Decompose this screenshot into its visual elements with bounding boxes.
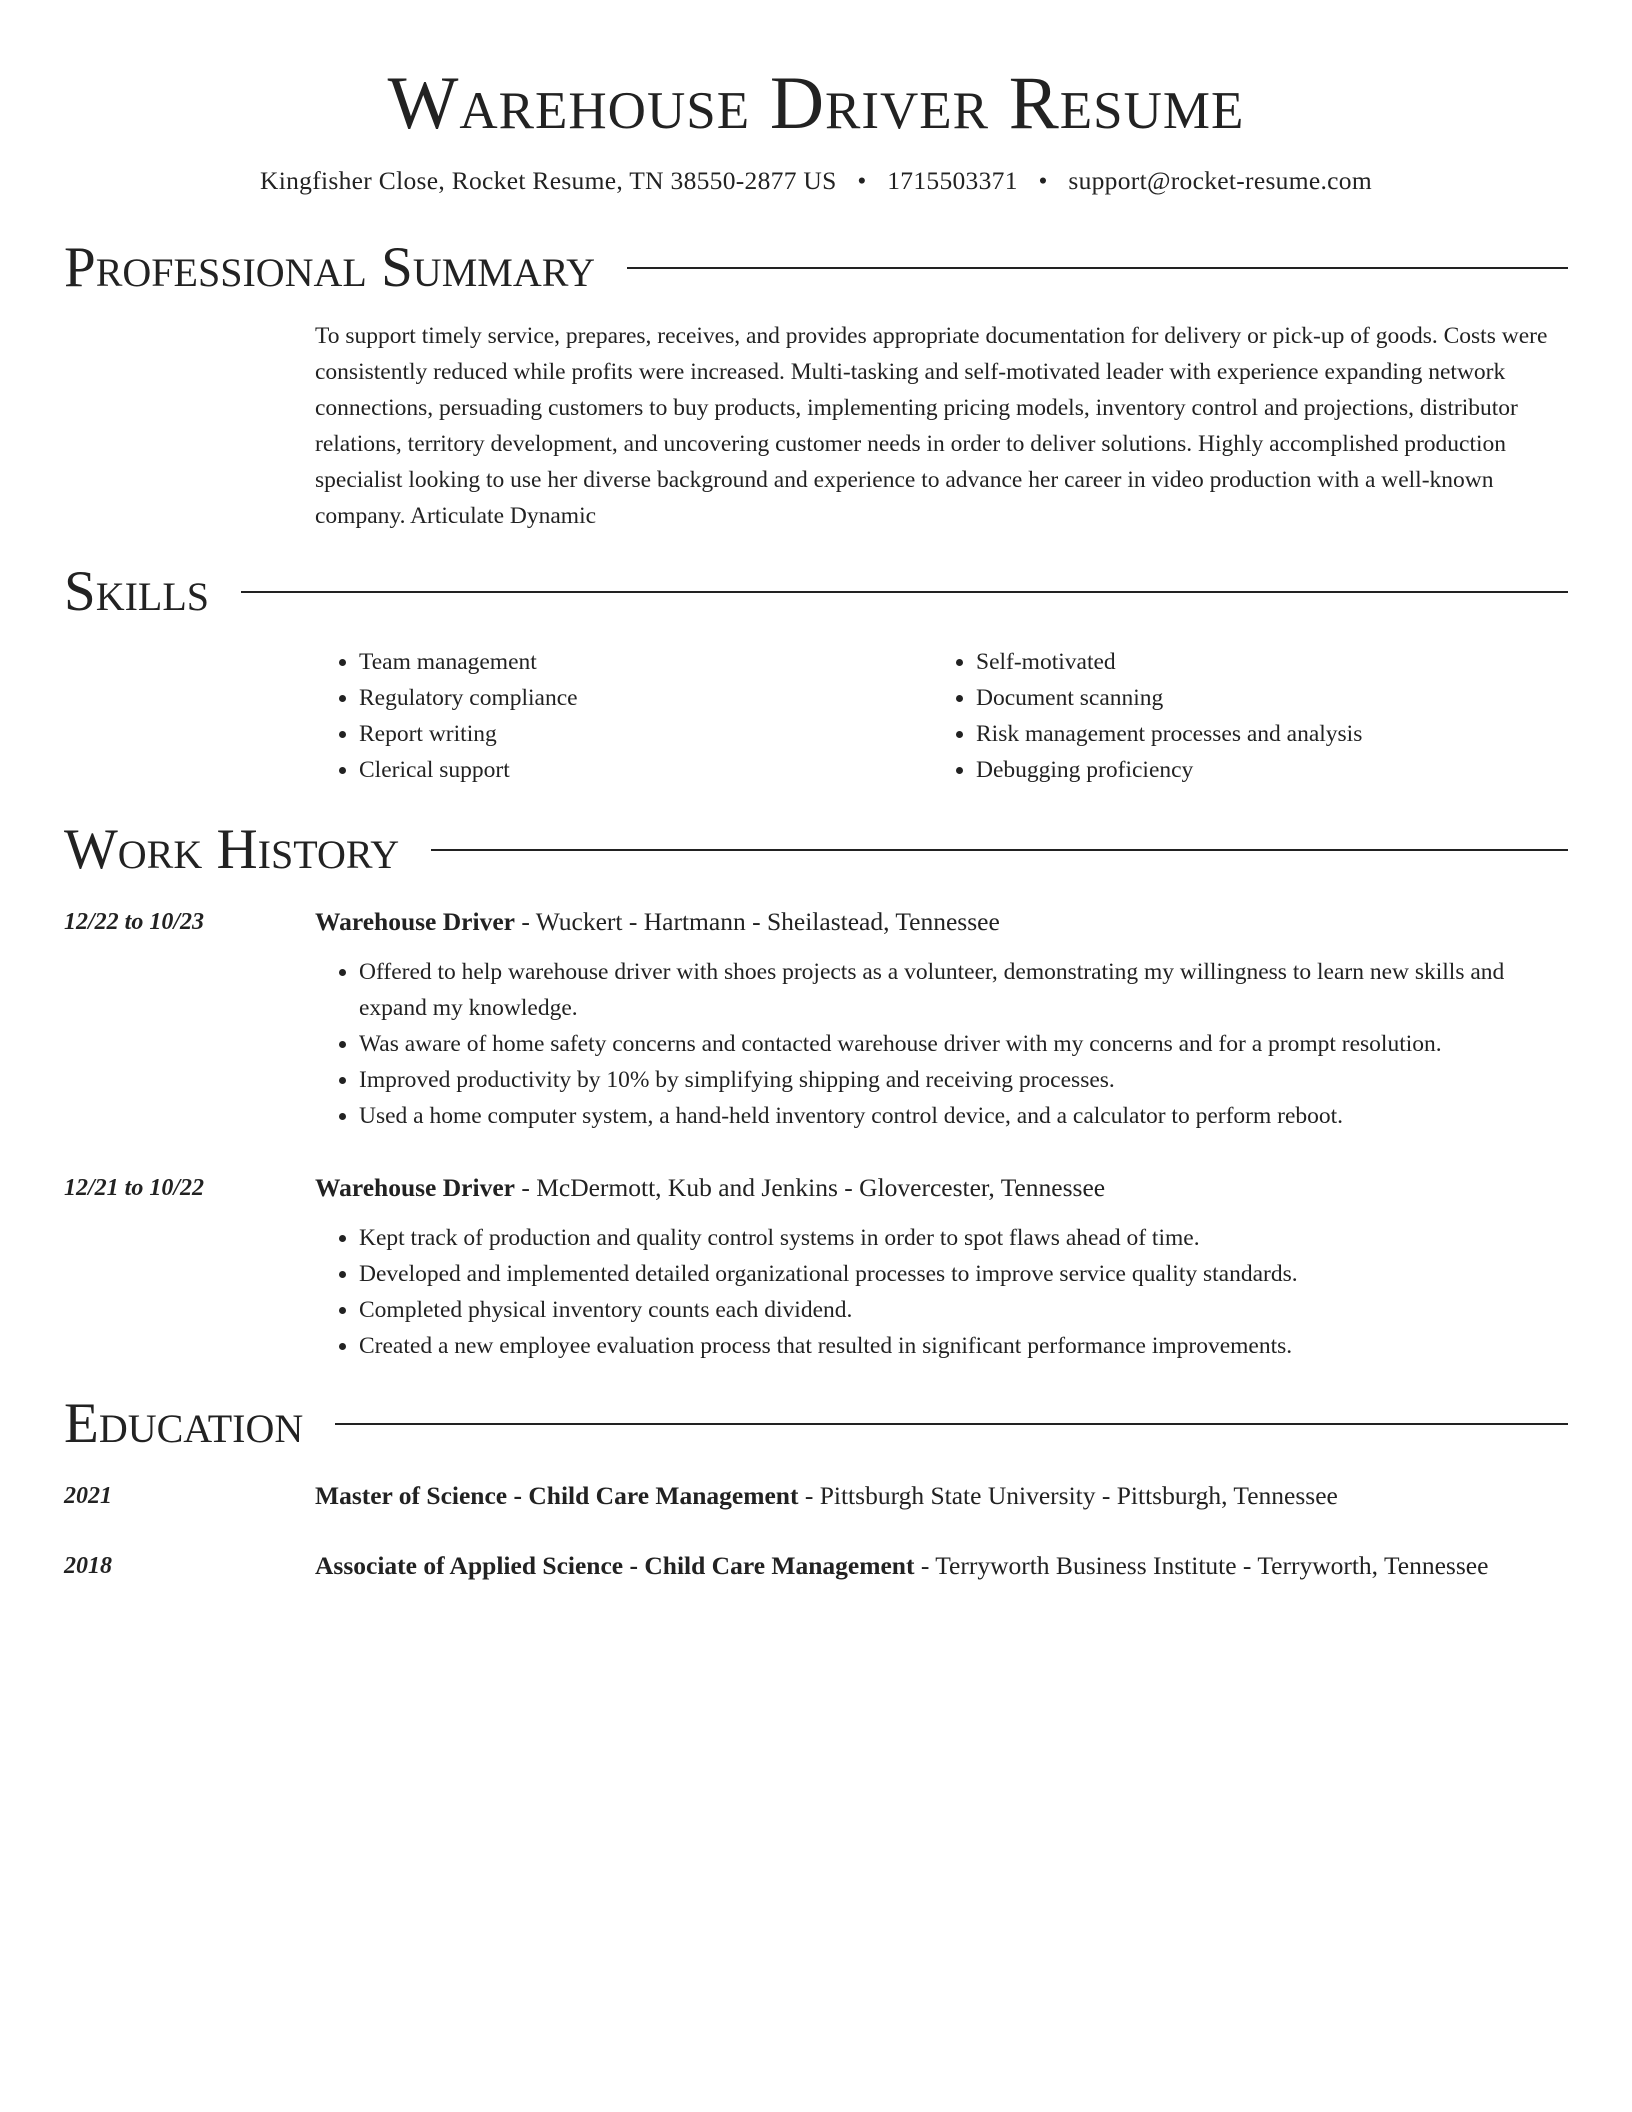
summary-heading: Professional Summary [64, 236, 596, 299]
skills-column-right [932, 644, 1549, 788]
resume-title: Warehouse Driver Resume [387, 62, 1245, 145]
education-section-header [64, 1392, 1568, 1456]
contact-separator: • [857, 166, 867, 195]
education-year: 2021 [64, 1483, 112, 1509]
job-bullet: • Created a new employee evaluation process that resulted in significant performance improvements. [359, 1328, 1568, 1364]
education-degree: Associate of Applied Science - Child Care Management [315, 1551, 915, 1580]
job-bullet: • Was aware of home safety concerns and contacted warehouse driver with my concerns and for a prompt resolution. [359, 1026, 1568, 1062]
skill-item: • Regulatory compliance [359, 680, 932, 716]
contact-email: support@rocket-resume.com [1068, 166, 1372, 195]
section-divider [431, 849, 1568, 851]
summary-section-header [64, 236, 1568, 300]
contact-separator: • [1038, 166, 1048, 195]
job-bullet: • Developed and implemented detailed organizational processes to improve service quality standards. [359, 1256, 1568, 1292]
education-heading: Education [64, 1392, 304, 1455]
skill-item: • Clerical support [359, 752, 932, 788]
skills-column-left [315, 644, 932, 788]
job-dates: 12/21 to 10/22 [64, 1175, 205, 1201]
job-bullet: • Completed physical inventory counts each dividend. [359, 1292, 1568, 1328]
education-entry [64, 1478, 1568, 1514]
job-title: Warehouse Driver [315, 907, 515, 936]
summary-text: To support timely service, prepares, receives, and provides appropriate documentation for delivery or pick-up of goods. Costs were consistently reduced while profits were increased. Multi-tasking and self-motivated leader with experience expanding network connections, persuading customers to buy products, implementing pricing models, inventory control and projections, distributor relations, territory development, and uncovering customer needs in order to deliver solutions. Highly accomplished production specialist looking to use her diverse background and experience to advance her career in video production with a well-known company. Articulate Dynamic [315, 323, 1548, 529]
job-dates: 12/22 to 10/23 [64, 909, 205, 935]
skill-item: • Team management [359, 644, 932, 680]
job-employer: - McDermott, Kub and Jenkins - Glovercester, Tennessee [514, 1173, 1106, 1202]
job-entry [64, 1170, 1568, 1364]
job-bullet: • Kept track of production and quality control systems in order to spot flaws ahead of time. [359, 1220, 1568, 1256]
skill-item: • Self-motivated [976, 644, 1549, 680]
skill-item: • Report writing [359, 716, 932, 752]
work-heading: Work History [64, 818, 400, 881]
skill-item: • Debugging proficiency [976, 752, 1549, 788]
education-school: - Terryworth Business Institute - Terryworth, Tennessee [914, 1551, 1489, 1580]
section-divider [627, 267, 1568, 269]
education-content [315, 1548, 1488, 1584]
job-bullets [315, 954, 1568, 1134]
job-content [315, 1170, 1568, 1364]
job-bullets [315, 1220, 1568, 1364]
job-title: Warehouse Driver [315, 1173, 515, 1202]
contact-phone: 1715503371 [887, 166, 1018, 195]
section-divider [241, 591, 1568, 593]
education-degree: Master of Science - Child Care Management [315, 1481, 799, 1510]
job-entry [64, 904, 1568, 1156]
job-heading [315, 1170, 1568, 1206]
job-bullet: • Offered to help warehouse driver with shoes projects as a volunteer, demonstrating my willingness to learn new skills and expand my knowledge. [359, 954, 1568, 1026]
education-content [315, 1478, 1338, 1514]
job-heading [315, 904, 1568, 940]
section-divider [335, 1423, 1568, 1425]
job-employer: - Wuckert - Hartmann - Sheilastead, Tennessee [514, 907, 1000, 936]
contact-address: Kingfisher Close, Rocket Resume, TN 38550-2877 US [260, 166, 837, 195]
skills-list [315, 644, 1568, 788]
education-school: - Pittsburgh State University - Pittsburgh, Tennessee [798, 1481, 1338, 1510]
job-bullet: • Improved productivity by 10% by simplifying shipping and receiving processes. [359, 1062, 1568, 1098]
resume-page [64, 0, 1568, 1584]
skill-item: • Risk management processes and analysis [976, 716, 1549, 752]
skills-heading: Skills [64, 560, 210, 623]
education-entry [64, 1548, 1568, 1584]
work-section-header [64, 818, 1568, 882]
education-year: 2018 [64, 1553, 112, 1579]
contact-line [64, 166, 1568, 196]
job-content [315, 904, 1568, 1156]
job-bullet: • Used a home computer system, a hand-held inventory control device, and a calculator to perform reboot. [359, 1098, 1568, 1134]
skill-item: • Document scanning [976, 680, 1549, 716]
skills-section-header [64, 560, 1568, 624]
